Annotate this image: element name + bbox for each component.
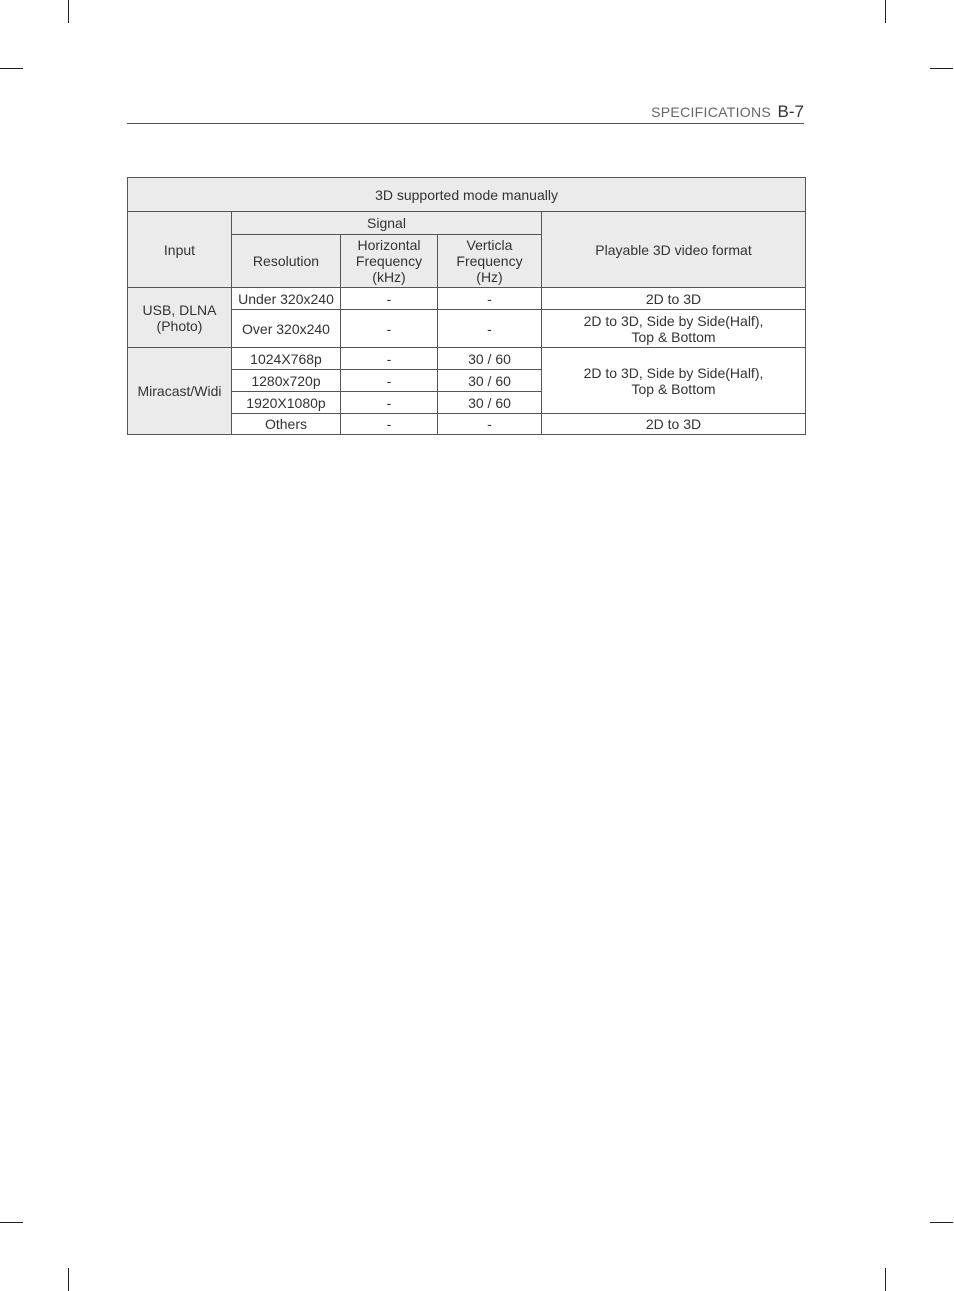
cell-vertical: 30 / 60 (438, 348, 542, 370)
crop-mark (930, 68, 953, 69)
cell-resolution: Under 320x240 (232, 288, 341, 310)
cell-vertical: 30 / 60 (438, 370, 542, 392)
crop-mark (885, 1268, 886, 1291)
cell-resolution: Over 320x240 (232, 310, 341, 348)
cell-vertical: - (438, 414, 542, 435)
cell-vertical: - (438, 288, 542, 310)
cell-horizontal: - (341, 414, 438, 435)
header-resolution: Resolution (232, 235, 341, 288)
cell-horizontal: - (341, 392, 438, 414)
cell-horizontal: - (341, 370, 438, 392)
cell-format: 2D to 3D, Side by Side(Half), Top & Bottom (542, 310, 806, 348)
crop-mark (930, 1222, 953, 1223)
header-horizontal-frequency: Horizontal Frequency (kHz) (341, 235, 438, 288)
input-usb-dlna: USB, DLNA (Photo) (128, 288, 232, 348)
3d-mode-table (127, 177, 806, 435)
crop-mark (0, 1222, 23, 1223)
crop-mark (68, 0, 69, 23)
crop-mark (68, 1268, 69, 1291)
table-title: 3D supported mode manually (128, 178, 806, 212)
cell-resolution: 1280x720p (232, 370, 341, 392)
cell-format: 2D to 3D (542, 288, 806, 310)
cell-vertical: - (438, 310, 542, 348)
header-vertical-frequency: Verticla Frequency (Hz) (438, 235, 542, 288)
header-format: Playable 3D video format (542, 212, 806, 288)
cell-resolution: 1920X1080p (232, 392, 341, 414)
crop-mark (0, 68, 23, 69)
header-input: Input (128, 212, 232, 288)
cell-horizontal: - (341, 288, 438, 310)
table-row (128, 348, 806, 370)
cell-horizontal: - (341, 310, 438, 348)
input-miracast-widi: Miracast/Widi (128, 348, 232, 435)
cell-resolution: 1024X768p (232, 348, 341, 370)
page-number: B-7 (777, 102, 804, 121)
cell-format-shared: 2D to 3D, Side by Side(Half), Top & Bottom (542, 348, 806, 414)
cell-resolution: Others (232, 414, 341, 435)
cell-format: 2D to 3D (542, 414, 806, 435)
cell-horizontal: - (341, 348, 438, 370)
section-title: SPECIFICATIONS (651, 104, 771, 120)
crop-mark (885, 0, 886, 23)
page-header (127, 100, 804, 124)
cell-vertical: 30 / 60 (438, 392, 542, 414)
header-signal: Signal (232, 212, 542, 235)
table-row (128, 288, 806, 310)
